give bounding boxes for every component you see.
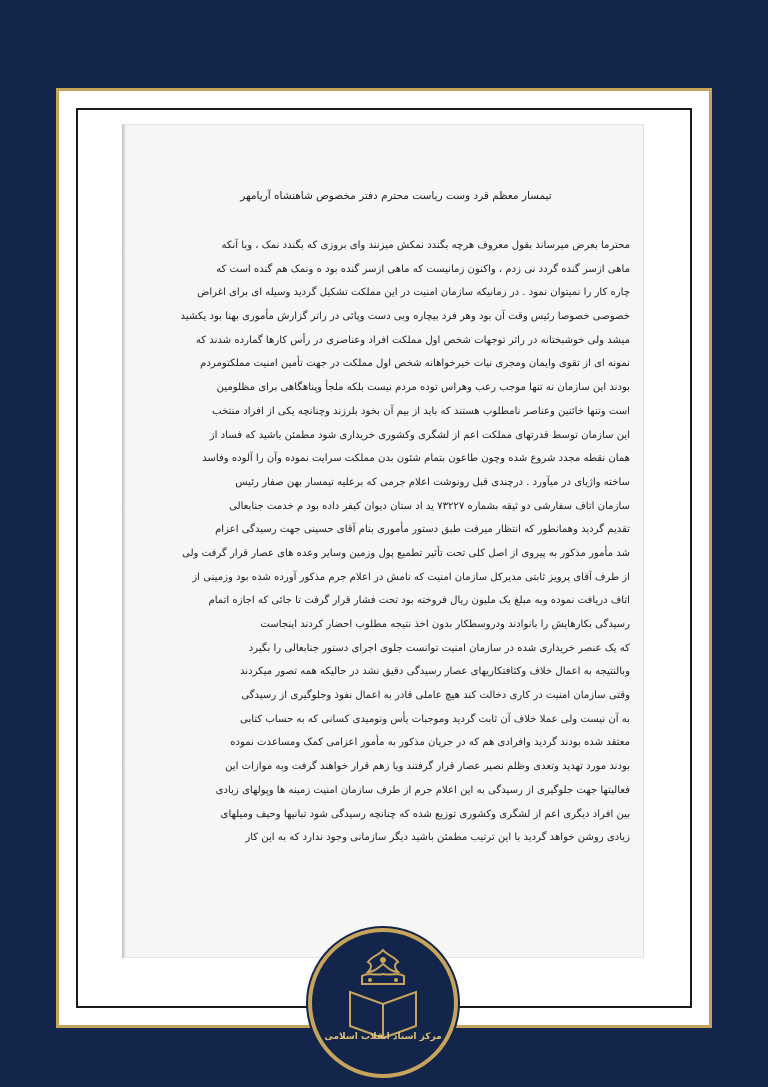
- letter-line: که یک عنصر خریداری شده در سازمان امنیت توانست جلوی اجرای دستور جنابعالی را بگیرد: [248, 642, 630, 654]
- letter-line: است وتنها خائنین وعناصر نامطلوب هستند که باید از بیم آن بخود بلرزند وچنانچه یکی از افراد منتخب: [212, 405, 630, 417]
- letter-line: خصوصی خصوصا رئیس وقت آن بود وهر فرد بیچاره وبی دست وپائی در راتر گزارش مأموری بهنا بود یکشید: [180, 311, 630, 323]
- letter-line: ماهی ازسر گنده گردد نی زدم ، واکنون زمانیست که ماهی ازسر گنده بود ه ونمک هم گنده است که: [216, 263, 630, 275]
- letter-line: این سازمان توسط قدرتهای مملکت اعم از لشگری وکشوری خریداری شود مطمئن باشید که فساد از: [209, 429, 630, 441]
- letter-line: زیادی روشن خواهد گردید با این ترتیب مطمئن باشید دیگر سازمانی وجود ندارد که به این کار: [245, 832, 630, 844]
- letter-line: بودند مورد تهدید وتعدی وظلم نصیر عصار قرار گرفتند ویا زهم قرار خواهند گرفت وبه موازات این: [225, 761, 630, 773]
- letter-line: نمونه ای از تقوی وایمان ومجری نیات خیرخواهانه شخص اول مملکت در جهت تأمین امنیت مملکتومردم: [200, 358, 630, 370]
- letter-line: میشد ولی خوشبختانه در راثر توجهات شخص اول مملکت افراد وعناصری در رأس کارها گمارده شدند که: [195, 334, 630, 346]
- letter-line: بین افراد دیگری اعم از لشگری وکشوری توزیع شده که چنانچه رسیدگی شود تبانیها وحیف ومیلهای: [220, 808, 630, 820]
- letter-line: همان نقطه مجدد شروع شده وچون طاعون بتمام شئون بدن مملکت سرایت نموده وآن را آلوده وفاسد: [202, 453, 630, 465]
- letter-line: بودند این سازمان نه تنها موجب رعب وهراس توده مردم نیست بلکه ملجأ وپناهگاهی برای مظلومین: [216, 382, 630, 394]
- letter-line: شد مأمور مذکور به پیروی از اصل کلی تحت تأثیر تطمیع پول وزمین وسایر وعده های عصار قرار گرفت ولی: [182, 547, 630, 559]
- letter-line: ساخته واژیای در میآورد . درچندی قبل رونوشت اعلام جرمی که برعلیه تیمسار بهن صفار رئیس: [235, 476, 630, 488]
- letter-line: چاره کار را نمیتوان نمود . در زمانیکه سازمان امنیت در این مملکت تشکیل گردید وسیله ای برای اغراض: [197, 287, 630, 299]
- archive-seal-logo: [308, 928, 458, 1078]
- seal-text: مرکز اسناد انقلاب اسلامی: [324, 1032, 442, 1042]
- letter-line: محترما بعرض میرساند بقول معروف هرچه بگندد نمکش میزنند وای بروزی که بگندد نمک ، وبا آنکه: [221, 240, 630, 251]
- letter-content: [142, 124, 630, 958]
- letter-body: [142, 234, 630, 850]
- letter-line: معتقد شده بودند گردید وافرادی هم که در جریان مذکور به مأمور اعزامی کمک ومساعدت نموده: [230, 737, 630, 749]
- letter-line: رسیدگی بکارهایش را بانوادند ودروسطکار بدون اخذ نتیجه مطلوب احضار کردند اینجاست: [260, 619, 630, 630]
- letter-line: اتاف دریافت نموده وبه مبلغ یک ملیون ریال فروخته بود تحت فشار قرار گرفت تا جائی که اجازه اتمام: [208, 595, 630, 607]
- seal-emblem-icon: [312, 932, 454, 1074]
- letter-line: فعالیتها جهت جلوگیری از رسیدگی به این اعلام جرم از طرف سازمان امنیت زمینه ها وپولهای زیادی: [215, 784, 630, 796]
- letter-line: وبالنتیجه به اعمال خلاف وکثافتکاریهای عصار رسیدگی دقیق نشد در حالیکه همه تصور میکردند: [240, 666, 630, 678]
- letter-line: سازمان اتاف سفارشی دو ثیقه بشماره ۷۳۲۲۷ ید اد ستان دیوان کیفر داده بود م خدمت جنابعالی: [229, 500, 630, 512]
- letter-line: به آن نیست ولی عملا خلاف آن ثابت گردید وموجبات یأس ونومیدی کسانی که به حساب کتابی: [240, 713, 630, 725]
- scanned-document: [122, 124, 644, 958]
- letter-line: وقتی سازمان امنیت در کاری دخالت کند هیچ عاملی قادر به اعمال نفوذ وجلوگیری از رسیدگی: [241, 690, 630, 702]
- letter-title: تیمسار معظم قرد وست ریاست محترم دفتر مخصوص شاهنشاه آریامهر: [240, 190, 552, 202]
- letter-line: تقدیم گردید وهمانطور که انتظار میرفت طبق دستور مأموری بنام آقای حسینی جهت رسیدگی اعزام: [215, 524, 630, 536]
- letter-line: از طرف آقای پرویز ثابتی مدیرکل سازمان امنیت که نامش در اعلام جرم مذکور آورده شده بود وزمینی از: [192, 571, 630, 583]
